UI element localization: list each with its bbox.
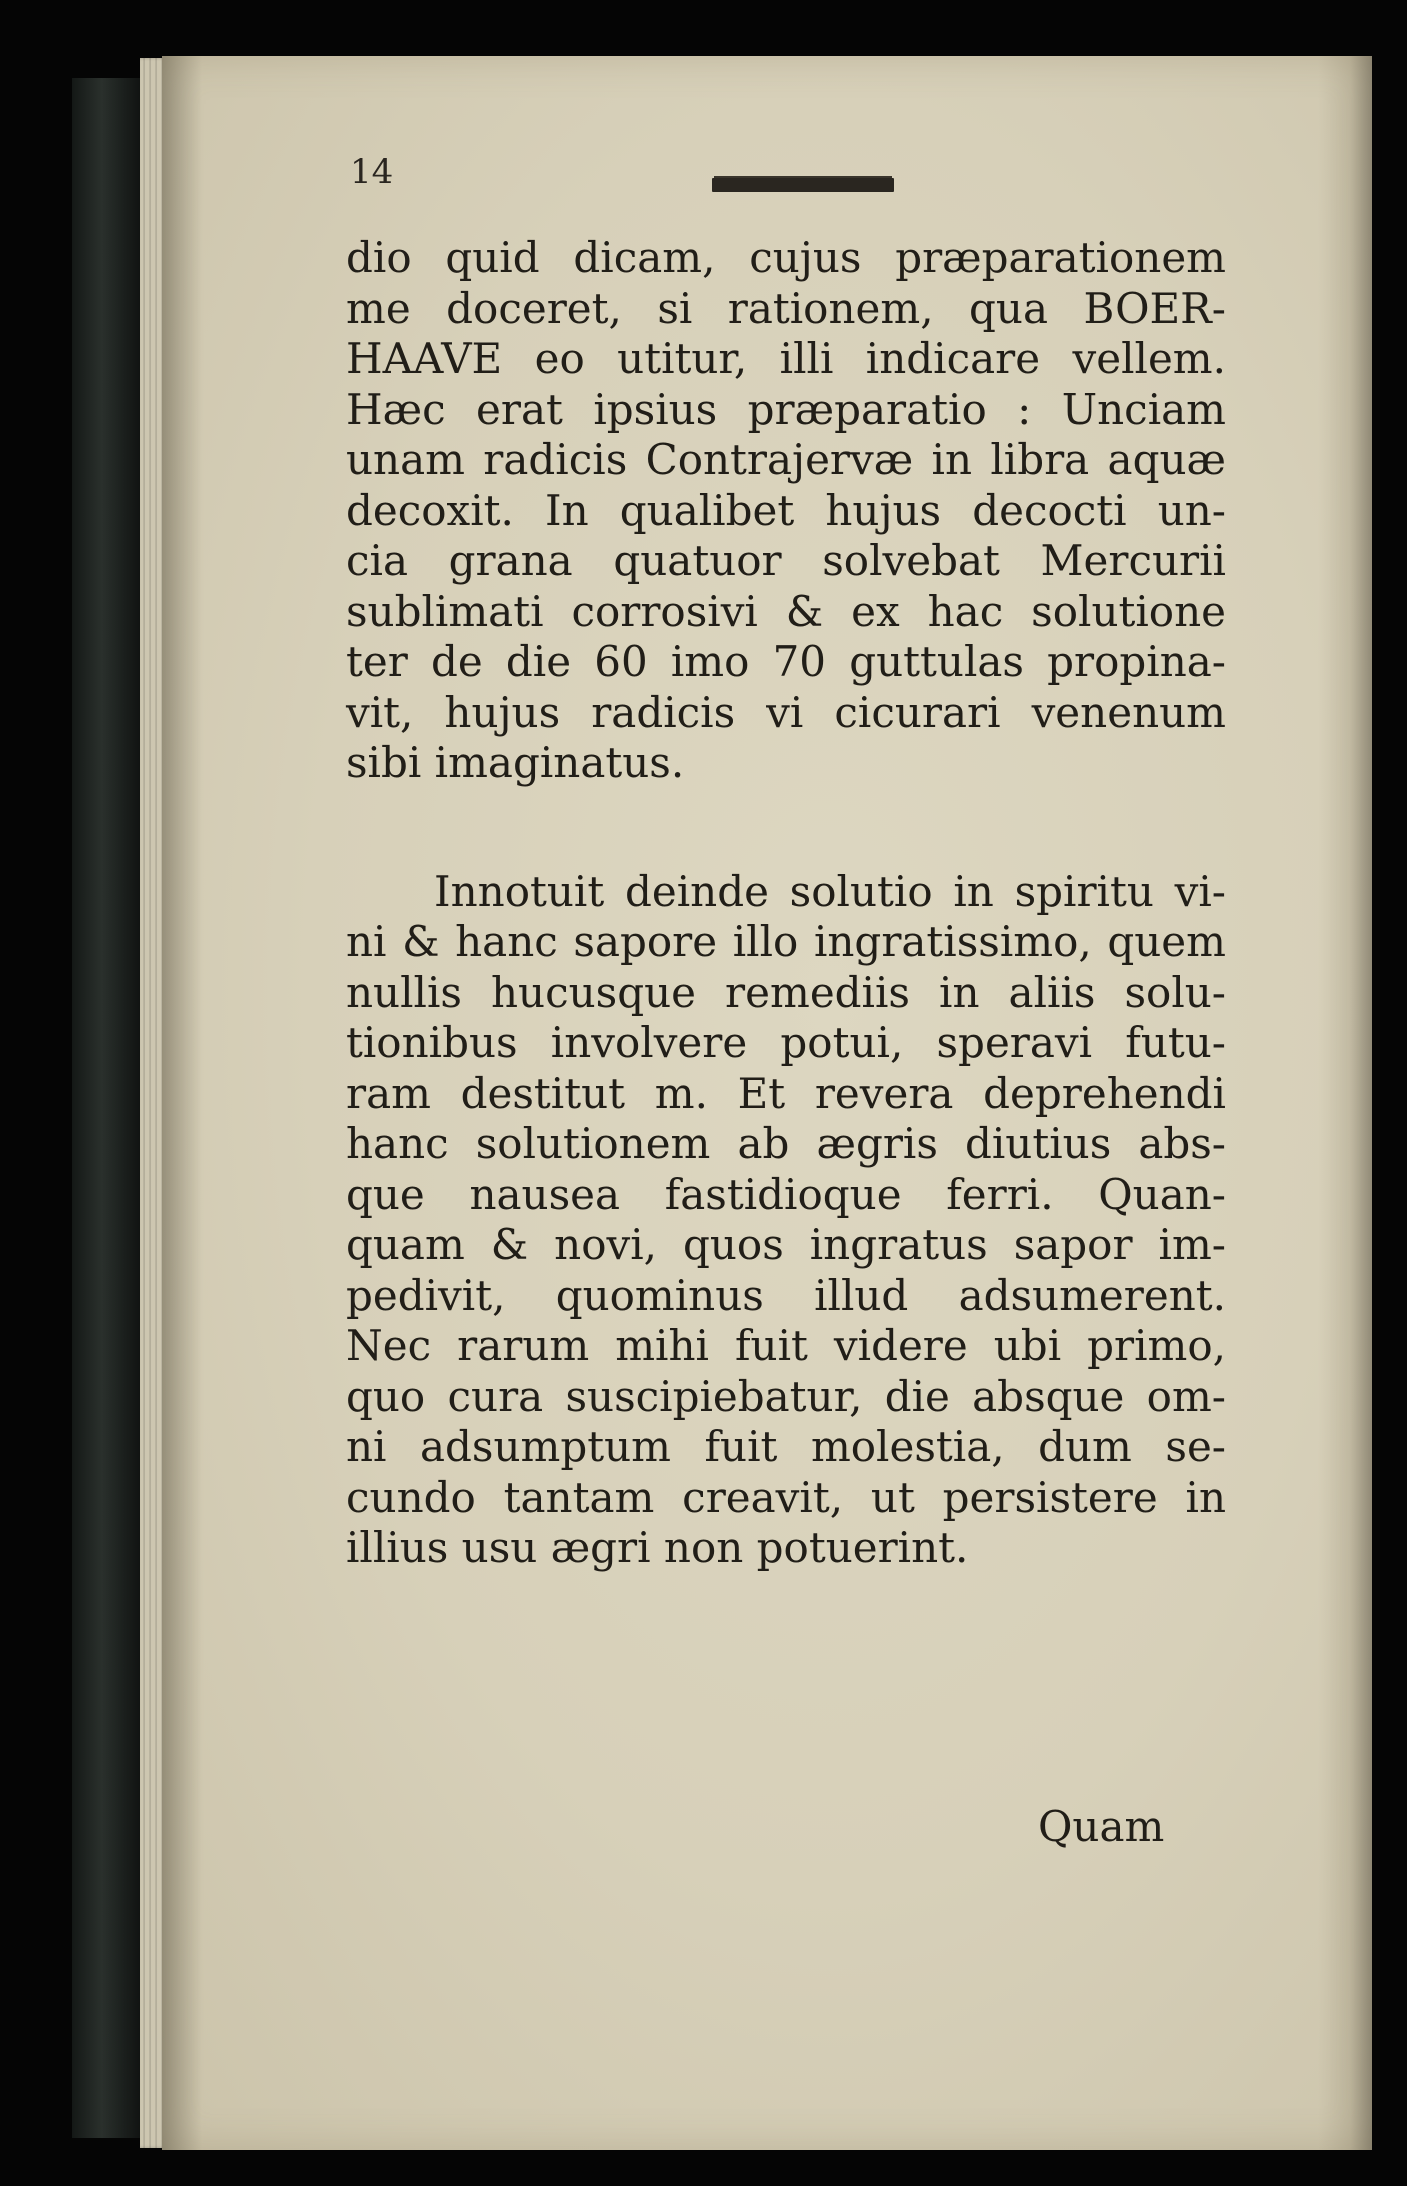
header-ornament-rule — [712, 178, 894, 192]
text-line: ni adsumptum fuit molestia, dum se- — [346, 1422, 1226, 1471]
text-line: cundo tantam creavit, ut persistere in — [346, 1472, 1226, 1522]
text-line: quam & novi, quos ingratus sapor im- — [346, 1220, 1226, 1269]
paragraph-2 — [346, 867, 1226, 1574]
text-line: pedivit, quominus illud adsumerent. — [346, 1270, 1226, 1320]
text-line: illius usu ægri non potuerint. — [346, 1523, 969, 1572]
catchword: Quam — [1038, 1802, 1165, 1851]
text-line: hanc solutionem ab ægris diutius abs- — [346, 1119, 1226, 1168]
text-line: vit, hujus radicis vi cicurari venenum — [346, 687, 1226, 737]
text-line: ter de die 60 imo 70 guttulas propina- — [346, 637, 1226, 686]
text-line: Hæc erat ipsius præparatio : Unciam — [346, 384, 1226, 434]
text-line: HAAVE eo utitur, illi indicare vellem. — [346, 334, 1226, 383]
text-line: quo cura suscipiebatur, die absque om- — [346, 1371, 1226, 1421]
text-line: dio quid dicam, cujus præparationem — [346, 233, 1226, 282]
text-line: ni & hanc sapore illo ingratissimo, quem — [346, 917, 1226, 966]
text-line: tionibus involvere potui, speravi futu- — [346, 1018, 1226, 1067]
text-line: cia grana quatuor solvebat Mercurii — [346, 536, 1226, 585]
text-line: sibi imaginatus. — [346, 738, 685, 787]
text-line: Innotuit deinde solutio in spiritu vi- — [434, 866, 1226, 916]
text-line: nullis hucusque remediis in aliis solu- — [346, 967, 1226, 1017]
gutter-shadow — [162, 56, 202, 2150]
text-line: me doceret, si rationem, qua BOER- — [346, 283, 1226, 333]
text-line: unam radicis Contrajervæ in libra aquæ — [346, 435, 1226, 484]
text-line: que nausea fastidioque ferri. Quan- — [346, 1169, 1226, 1219]
page-number: 14 — [350, 152, 394, 192]
page-right-edge — [1318, 56, 1372, 2150]
paragraph-gap — [346, 789, 1226, 867]
text-line: Nec rarum mihi fuit videre ubi primo, — [346, 1321, 1226, 1370]
text-line: decoxit. In qualibet hujus decocti un- — [346, 485, 1226, 535]
text-line: sublimati corrosivi & ex hac solutione — [346, 586, 1226, 636]
paragraph-1 — [346, 233, 1226, 789]
text-line: ram destitut m. Et revera deprehendi — [346, 1068, 1226, 1118]
body-text — [346, 233, 1226, 1574]
book-binding — [72, 78, 146, 2138]
